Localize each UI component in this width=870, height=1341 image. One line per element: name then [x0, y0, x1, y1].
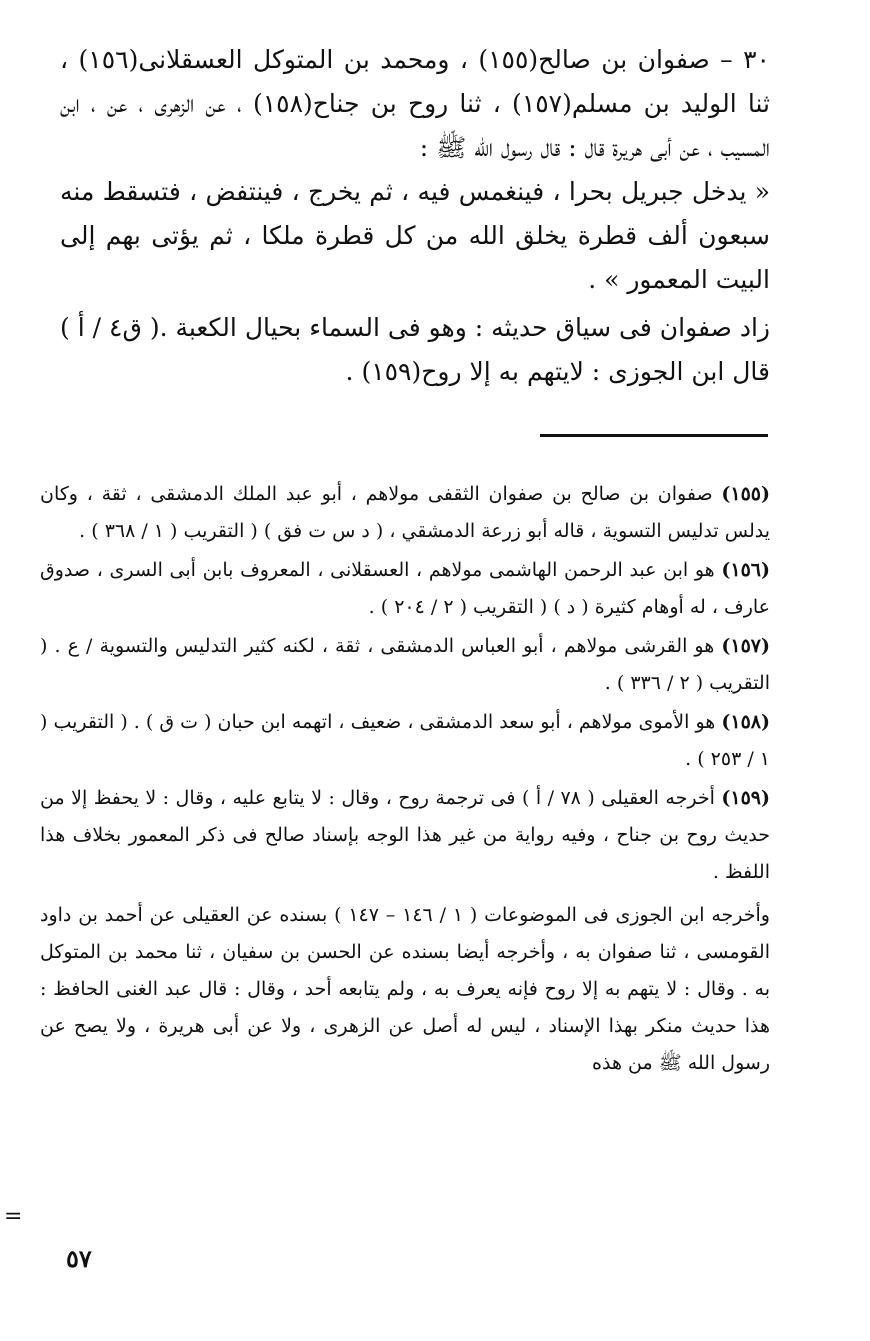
- footnote-number: (١٥٥): [721, 483, 770, 505]
- footnote-text: أخرجه العقيلى ( ٧٨ / أ ) فى ترجمة روح ، وقال : لا يتابع عليه ، وقال : لا يحفظ إلا من حديث روح بن جناح ، وفيه رواية من غير هذا الوجه بإسناد صالح فى ذكر المعمور بخلاف هذا اللفظ .: [40, 787, 770, 883]
- continuation-mark: =: [4, 1204, 23, 1229]
- footnote-number: (١٥٨): [721, 711, 770, 733]
- footnote-159: [40, 780, 770, 891]
- footnote-155: [40, 476, 770, 550]
- footnote-number: (١٥٦): [721, 559, 770, 581]
- hadith-isnad: ٣٠ – صفوان بن صالح(١٥٥) ، ومحمد بن المتوكل العسقلانى(١٥٦) ، ثنا الوليد بن مسلم(١٥٧) ، ثنا روح بن جناح(١٥٨) ، عن الزهرى ، عن ، ابن المسيب ، عن أبى هريرة قال : قال رسول الله ﷺ :: [60, 45, 770, 162]
- footnote-number: (١٥٩): [721, 787, 770, 809]
- hadith-matn: « يدخل جبريل بحرا ، فينغمس فيه ، ثم يخرج ، فينتفض ، فتسقط منه سبعون ألف قطرة يخلق الله من كل قطرة ملكا ، ثم يؤتى بهم إلى البيت المعمور » .: [60, 177, 770, 294]
- footnote-text: هو القرشى مولاهم ، أبو العباس الدمشقى ، ثقة ، لكنه كثير التدليس والتسوية / ع . ( التقريب ( ٢ / ٣٣٦ ) .: [40, 635, 770, 694]
- hadith-addition: زاد صفوان فى سياق حديثه : وهو فى السماء بحيال الكعبة .( ق٤ / أ ) قال ابن الجوزى : لايتهم به إلا روح(١٥٩) .: [60, 313, 770, 386]
- footnote-number: (١٥٧): [721, 635, 770, 657]
- source-paragraph: وأخرجه ابن الجوزى فى الموضوعات ( ١ / ١٤٦ – ١٤٧ ) بسنده عن العقيلى عن أحمد بن داود القومسى ، ثنا صفوان به ، وأخرجه أيضا بسنده عن الحسن بن سفيان ، ثنا محمد بن المتوكل به . وقال : لا يتهم به إلا روح فإنه يعرف به ، ولم يتابعه أحد ، وقال : قال عبد الغنى الحافظ : هذا حديث منكر بهذا الإسناد ، ليس له أصل عن الزهرى ، ولا عن أبى هريرة ، ولا يصح عن رسول الله ﷺ من هذه: [40, 904, 770, 1074]
- footnote-divider: [540, 434, 768, 437]
- footnote-text: صفوان بن صالح بن صفوان الثقفى مولاهم ، أبو عبد الملك الدمشقى ، ثقة ، وكان يدلس تدليس التسوية ، قاله أبو زرعة الدمشقي ، ( د س ت فق ) ( التقريب ( ١ / ٣٦٨ ) .: [40, 483, 770, 542]
- footnote-156: [40, 552, 770, 626]
- footnote-158: [40, 704, 770, 778]
- page-number: ٥٧: [66, 1244, 92, 1273]
- hadith-text-block: [60, 38, 770, 394]
- footnote-157: [40, 628, 770, 702]
- footnote-text: هو الأموى مولاهم ، أبو سعد الدمشقى ، ضعيف ، اتهمه ابن حبان ( ت ق ) . ( التقريب ( ١ / ٢٥٣ ) .: [40, 711, 770, 770]
- footnotes-block: [40, 476, 770, 1084]
- footnote-text: هو ابن عبد الرحمن الهاشمى مولاهم ، العسقلانى ، المعروف بابن أبى السرى ، صدوق عارف ، له أوهام كثيرة ( د ) ( التقريب ( ٢ / ٢٠٤ ) .: [40, 559, 770, 618]
